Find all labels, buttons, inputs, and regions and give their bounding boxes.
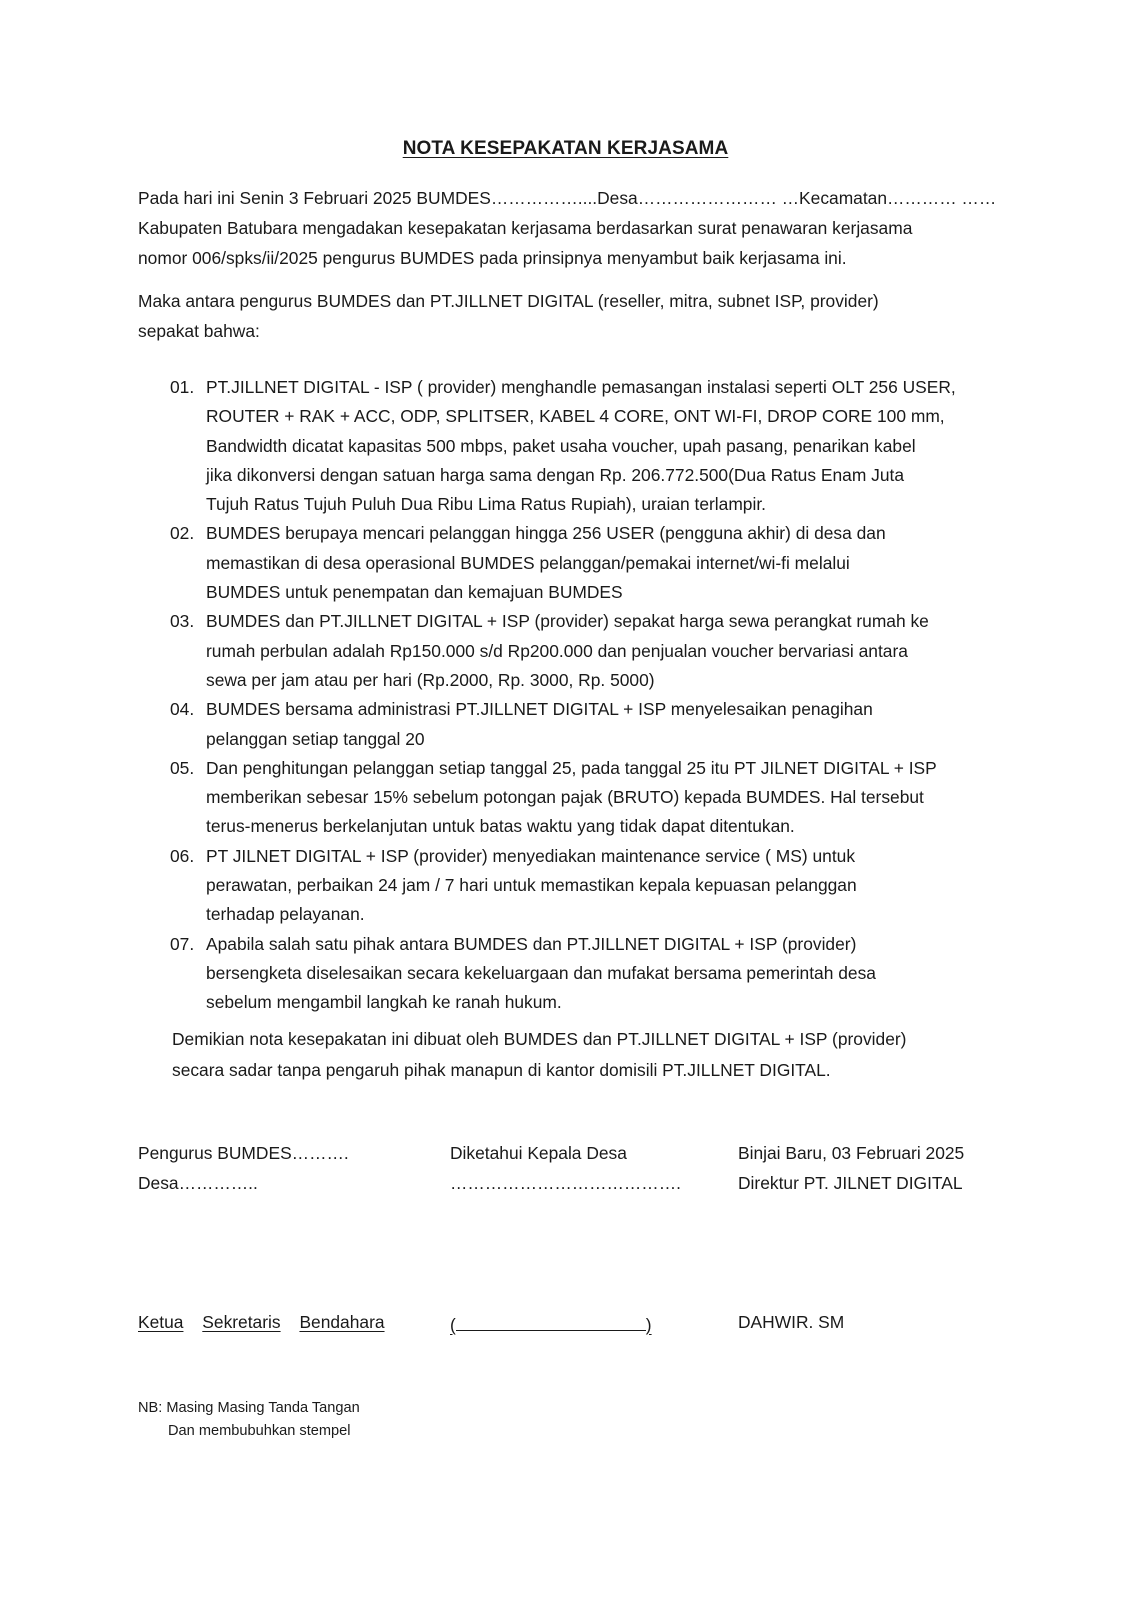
item-line: pelanggan setiap tanggal 20 [206, 728, 425, 749]
item-number: 03. [170, 611, 195, 632]
item-number: 07. [170, 933, 195, 954]
closing-paragraph [172, 1024, 1012, 1086]
item-line: terus-menerus berkelanjutan untuk batas waktu yang tidak dapat ditentukan. [206, 816, 795, 837]
item-line: sewa per jam atau per hari (Rp.2000, Rp. 3000, Rp. 5000) [206, 669, 655, 690]
closing-line: Demikian nota kesepakatan ini dibuat oleh BUMDES dan PT.JILLNET DIGITAL + ISP (provider) [172, 1029, 907, 1049]
signature-village-label: Desa………….. [138, 1173, 258, 1193]
parties-paragraph [138, 286, 1008, 346]
item-line: Dan penghitungan pelanggan setiap tanggal 25, pada tanggal 25 itu PT JILNET DIGITAL + ISP [206, 757, 937, 778]
signature-party-label: Pengurus BUMDES………. [138, 1143, 349, 1163]
agreement-item [170, 930, 1010, 1018]
item-line: BUMDES untuk penempatan dan kemajuan BUMDES [206, 582, 623, 603]
agreement-item [170, 373, 1010, 519]
footnote [138, 1397, 360, 1443]
footnote-line: Dan membubuhkan stempel [168, 1423, 351, 1439]
signature-party-label: Diketahui Kepala Desa [450, 1143, 627, 1163]
signature-blank-line [456, 1312, 646, 1331]
footnote-line: NB: Masing Masing Tanda Tangan [138, 1400, 360, 1416]
item-line: BUMDES bersama administrasi PT.JILLNET DIGITAL + ISP menyelesaikan penagihan [206, 699, 873, 720]
item-line: memastikan di desa operasional BUMDES pelanggan/pemakai internet/wi-fi melalui [206, 552, 850, 573]
intro-paragraph [138, 183, 1008, 273]
closing-line: secara sadar tanpa pengaruh pihak manapun di kantor domisili PT.JILLNET DIGITAL. [172, 1060, 831, 1080]
signature-bumdes-officers [138, 1312, 385, 1333]
signature-village-header [450, 1138, 681, 1198]
signature-bumdes-header [138, 1138, 349, 1198]
signature-place-date: Binjai Baru, 03 Februari 2025 [738, 1143, 965, 1163]
item-number: 01. [170, 377, 195, 397]
signature-village-name [450, 1312, 652, 1336]
item-line: Bandwidth dicatat kapasitas 500 mbps, paket usaha voucher, upah pasang, penarikan kabel [206, 435, 916, 456]
intro-line: nomor 006/spks/ii/2025 pengurus BUMDES pada prinsipnya menyambut baik kerjasama ini. [138, 248, 847, 268]
item-line: jika dikonversi dengan satuan harga sama dengan Rp. 206.772.500(Dua Ratus Enam Juta [206, 464, 905, 485]
signature-company-name [738, 1312, 844, 1333]
item-line: terhadap pelayanan. [206, 904, 365, 925]
item-line: Apabila salah satu pihak antara BUMDES dan PT.JILLNET DIGITAL + ISP (provider) [206, 933, 857, 954]
parties-line: Maka antara pengurus BUMDES dan PT.JILLNET DIGITAL (reseller, mitra, subnet ISP, provider) [138, 291, 879, 311]
item-number: 04. [170, 699, 195, 720]
signature-party-label: Direktur PT. JILNET DIGITAL [738, 1173, 963, 1193]
item-line: PT JILNET DIGITAL + ISP (provider) menyediakan maintenance service ( MS) untuk [206, 845, 856, 866]
item-line: PT.JILLNET DIGITAL - ISP ( provider) menghandle pemasangan instalasi seperti OLT 256 USER, [206, 377, 956, 397]
item-line: sebelum mengambil langkah ke ranah hukum. [206, 992, 562, 1013]
item-line: ROUTER + RAK + ACC, ODP, SPLITSER, KABEL 4 CORE, ONT WI-FI, DROP CORE 100 mm, [206, 406, 945, 427]
item-line: memberikan sebesar 15% sebelum potongan pajak (BRUTO) kepada BUMDES. Hal tersebut [206, 787, 924, 808]
item-number: 05. [170, 757, 195, 778]
item-line: bersengketa diselesaikan secara kekeluargaan dan mufakat bersama pemerintah desa [206, 962, 876, 983]
signature-dotted-line: …………………………………. [450, 1173, 681, 1193]
item-line: BUMDES dan PT.JILLNET DIGITAL + ISP (provider) sepakat harga sewa perangkat rumah ke [206, 611, 929, 632]
agreement-list [170, 373, 1010, 1018]
item-number: 06. [170, 845, 195, 866]
agreement-item [170, 842, 1010, 930]
intro-line: Pada hari ini Senin 3 Februari 2025 BUMDES……………....Desa…………………… …Kecamatan………… …… [138, 188, 997, 208]
item-line: Tujuh Ratus Tujuh Puluh Dua Ribu Lima Ratus Rupiah), uraian terlampir. [206, 494, 767, 515]
signature-company-header [738, 1138, 964, 1198]
item-line: perawatan, perbaikan 24 jam / 7 hari untuk memastikan kepala kepuasan pelanggan [206, 875, 857, 896]
agreement-item [170, 607, 1010, 695]
agreement-item [170, 754, 1010, 842]
director-name: DAHWIR. SM [738, 1312, 845, 1332]
officer-ketua: Ketua [138, 1312, 184, 1332]
officer-sekretaris: Sekretaris [202, 1312, 281, 1332]
open-paren: ( [450, 1315, 456, 1335]
intro-line: Kabupaten Batubara mengadakan kesepakatan kerjasama berdasarkan surat penawaran kerjasama [138, 218, 913, 238]
close-paren: ) [645, 1315, 652, 1335]
agreement-item [170, 519, 1010, 607]
officer-bendahara: Bendahara [299, 1312, 385, 1332]
parties-line: sepakat bahwa: [138, 321, 260, 341]
document-title: NOTA KESEPAKATAN KERJASAMA [402, 138, 729, 159]
item-line: rumah perbulan adalah Rp150.000 s/d Rp200.000 dan penjualan voucher bervariasi antara [206, 640, 908, 661]
agreement-item [170, 695, 1010, 754]
item-line: BUMDES berupaya mencari pelanggan hingga 256 USER (pengguna akhir) di desa dan [206, 523, 886, 544]
item-number: 02. [170, 523, 195, 544]
